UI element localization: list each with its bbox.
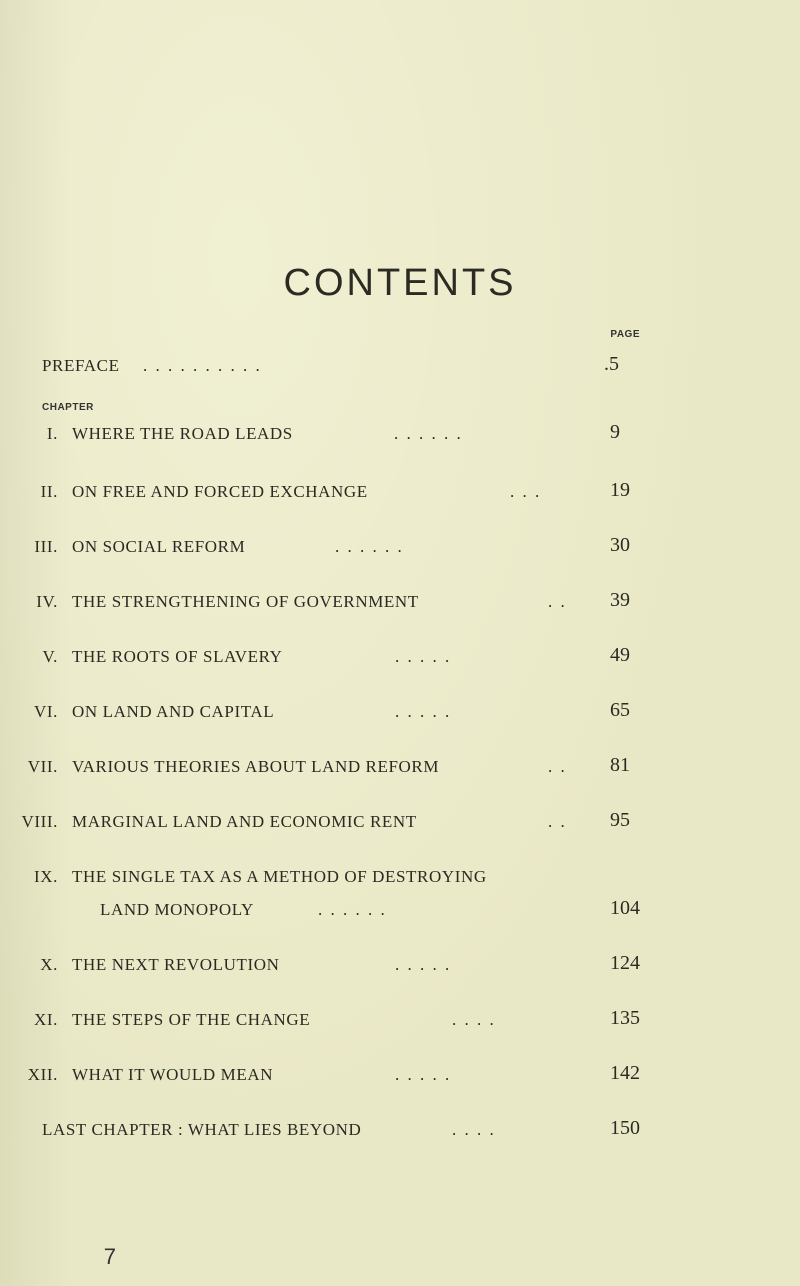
entry-page-number: 49 [610,644,630,666]
entry-page-number: .5 [604,353,619,375]
chapter-column-header: CHAPTER [42,402,94,413]
toc-entry-chapter[interactable] [0,952,800,985]
page-number: 7 [103,1244,116,1269]
entry-leader-dots: . . . . . . [335,537,404,556]
page-title: CONTENTS [283,262,517,304]
entry-page-number: 104 [610,897,640,919]
entry-page-number: 65 [610,699,630,721]
entry-leader-dots: . . . . . . . . . . [143,356,262,375]
chapter-number: II. [40,482,58,501]
entry-page-number: 81 [610,754,630,776]
toc-entry-chapter[interactable] [0,809,800,842]
entry-leader-dots: . . . [510,482,542,501]
chapter-number: IV. [36,592,58,611]
chapter-number: XII. [27,1065,58,1084]
entry-leader-dots: . . . . . [395,702,452,721]
entry-page-number: 30 [610,534,630,556]
chapter-number: X. [40,955,58,974]
entry-leader-dots: . . . . [452,1120,496,1139]
entry-leader-dots: . . . . . [395,1065,452,1084]
entry-title: ON LAND AND CAPITAL [72,702,275,721]
toc-entry-chapter[interactable] [0,1062,800,1095]
entry-page-number: 124 [610,952,640,974]
entry-leader-dots: . . [548,757,567,776]
chapter-number: I. [46,424,58,443]
entry-title: ON FREE AND FORCED EXCHANGE [72,482,368,501]
toc-entry-chapter[interactable] [0,589,800,622]
chapter-number: III. [34,537,58,556]
entry-page-number: 135 [610,1007,640,1029]
chapter-number: VI. [34,702,58,721]
entry-title: VARIOUS THEORIES ABOUT LAND REFORM [72,757,440,776]
entry-title: ON SOCIAL REFORM [72,537,246,556]
entry-title: WHERE THE ROAD LEADS [72,424,293,443]
toc-entry-chapter[interactable] [0,867,800,929]
toc-entry-chapter[interactable] [0,699,800,732]
entry-title-continuation: LAND MONOPOLY [100,900,254,919]
chapter-number: IX. [34,867,58,886]
toc-entry-chapter[interactable] [0,754,800,787]
entry-page-number: 95 [610,809,630,831]
chapter-number: XI. [34,1010,58,1029]
entry-leader-dots: . . [548,592,567,611]
toc-entry-chapter[interactable] [0,421,800,454]
entry-page-number: 9 [610,421,620,443]
entry-title: WHAT IT WOULD MEAN [72,1065,274,1084]
entry-page-number: 19 [610,479,630,501]
entry-title: THE ROOTS OF SLAVERY [72,647,283,666]
entry-leader-dots: . . . . . . [394,424,463,443]
toc-entry-chapter[interactable] [0,479,800,512]
entry-leader-dots: . . . . [452,1010,496,1029]
entry-page-number: 142 [610,1062,640,1084]
entry-title: THE NEXT REVOLUTION [72,955,280,974]
entry-title: THE STRENGTHENING OF GOVERNMENT [72,592,419,611]
entry-leader-dots: . . . . . . [318,900,387,919]
toc-entry-chapter[interactable] [0,644,800,677]
entry-title: THE STEPS OF THE CHANGE [72,1010,311,1029]
entry-page-number: 150 [610,1117,640,1139]
entry-leader-dots: . . . . . [395,955,452,974]
entry-title: PREFACE [42,356,120,375]
entry-leader-dots: . . [548,812,567,831]
entry-title: MARGINAL LAND AND ECONOMIC RENT [72,812,417,831]
toc-entry-chapter[interactable] [0,1007,800,1040]
entry-title: THE SINGLE TAX AS A METHOD OF DESTROYING [72,867,487,886]
entry-title: LAST CHAPTER : WHAT LIES BEYOND [42,1120,362,1139]
chapter-number: VII. [27,757,58,776]
toc-entry-last-chapter[interactable] [0,1117,800,1150]
entry-leader-dots: . . . . . [395,647,452,666]
chapter-number: V. [42,647,58,666]
toc-entry-chapter[interactable] [0,534,800,567]
entry-page-number: 39 [610,589,630,611]
page-column-header: PAGE [610,329,640,340]
toc-entry-preface[interactable] [0,353,800,386]
chapter-number: VIII. [21,812,58,831]
